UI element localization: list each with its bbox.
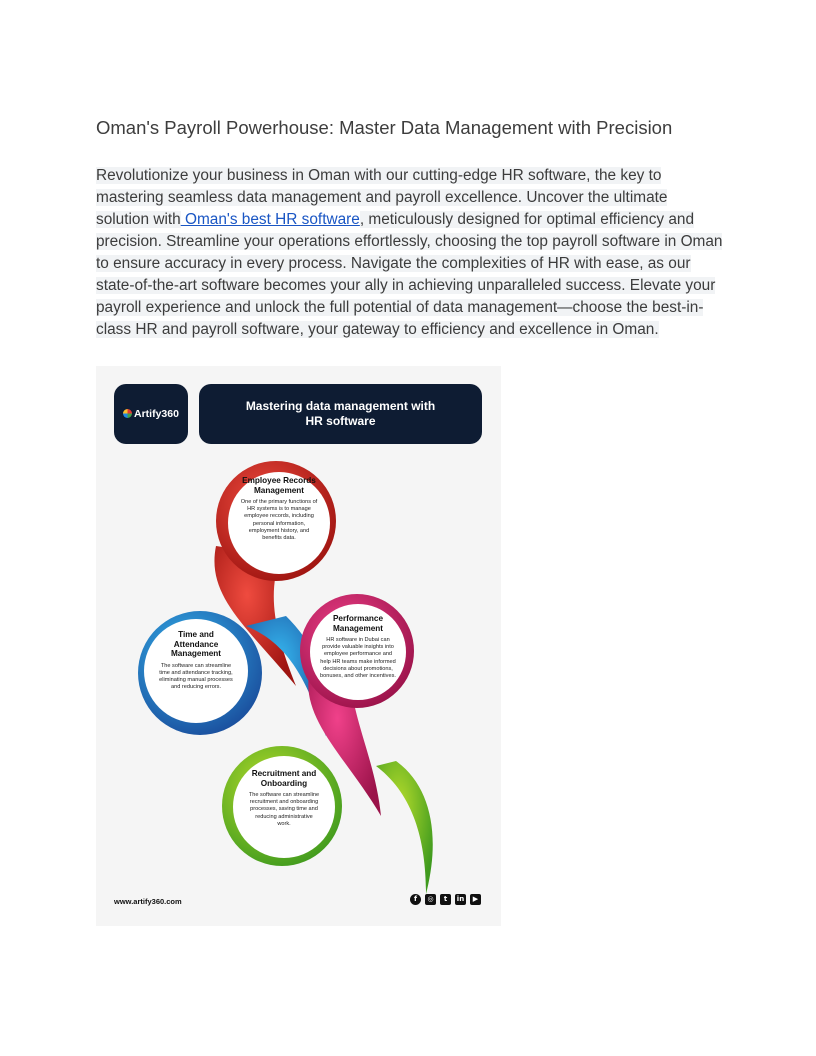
body-text-rest: , meticulously designed for optimal efficiency and precision. Streamline your operations effortlessly, choosing the top payroll software in Oman to ensure accuracy in every process. Navigate the complexities of HR with ease, as our state-of-the-art software becomes your ally in achieving unparalleled success. Elevate your payroll experience and unlock the full potential of data management—choose the best-in-class HR and payroll software, your gateway to efficiency and excellence in Oman. <box>96 211 723 338</box>
item-employee-records <box>239 476 319 542</box>
infographic-image <box>96 366 501 926</box>
article-title: Oman's Payroll Powerhouse: Master Data Management with Precision <box>96 117 673 138</box>
linkedin-icon: in <box>456 895 465 903</box>
item-desc: The software can streamline recruitment and onboarding processes, saving time and reducing administrative work. <box>248 792 320 827</box>
green-ribbon <box>376 761 433 894</box>
logo-text: Artify360 <box>134 408 179 420</box>
item-desc: HR software in Dubai can provide valuable insights into employee performance and help HR teams make informed decisions about promotions, bonuses, and other incentives. <box>320 637 396 680</box>
item-title: Time and Attendance Management <box>170 630 222 658</box>
item-performance <box>320 614 396 680</box>
artify360-logo <box>114 384 188 444</box>
infographic-shapes <box>96 366 501 926</box>
article-body <box>96 165 724 341</box>
hr-software-link[interactable]: Oman's best HR software <box>180 211 360 228</box>
twitter-icon: t <box>440 894 451 905</box>
facebook-icon: f <box>410 894 421 905</box>
artify-logo-icon <box>123 409 132 418</box>
item-title: Performance Management <box>332 614 384 633</box>
item-recruitment <box>248 769 320 828</box>
item-time-attendance <box>159 630 233 691</box>
item-title: Employee Records Management <box>242 476 316 495</box>
instagram-icon: ◎ <box>425 894 436 905</box>
footer-url: www.artify360.com <box>114 897 182 906</box>
social-icons <box>410 894 481 905</box>
body-text-intro: Revolutionize your business in Oman with our cutting-edge HR software, the key to mastering seamless data management and payroll excellence. Uncover the ultimate solution with <box>96 167 668 228</box>
item-title: Recruitment and Onboarding <box>251 769 317 788</box>
item-desc: One of the primary functions of HR systems is to manage employee records, including personal information, employment history, and benefits data. <box>240 499 318 542</box>
item-desc: The software can streamline time and attendance tracking, eliminating manual processes and reducing errors. <box>159 662 233 691</box>
infographic-header-text: Mastering data management with HR software <box>245 399 436 428</box>
infographic-header <box>199 384 482 444</box>
youtube-icon: ▶ <box>470 894 481 905</box>
